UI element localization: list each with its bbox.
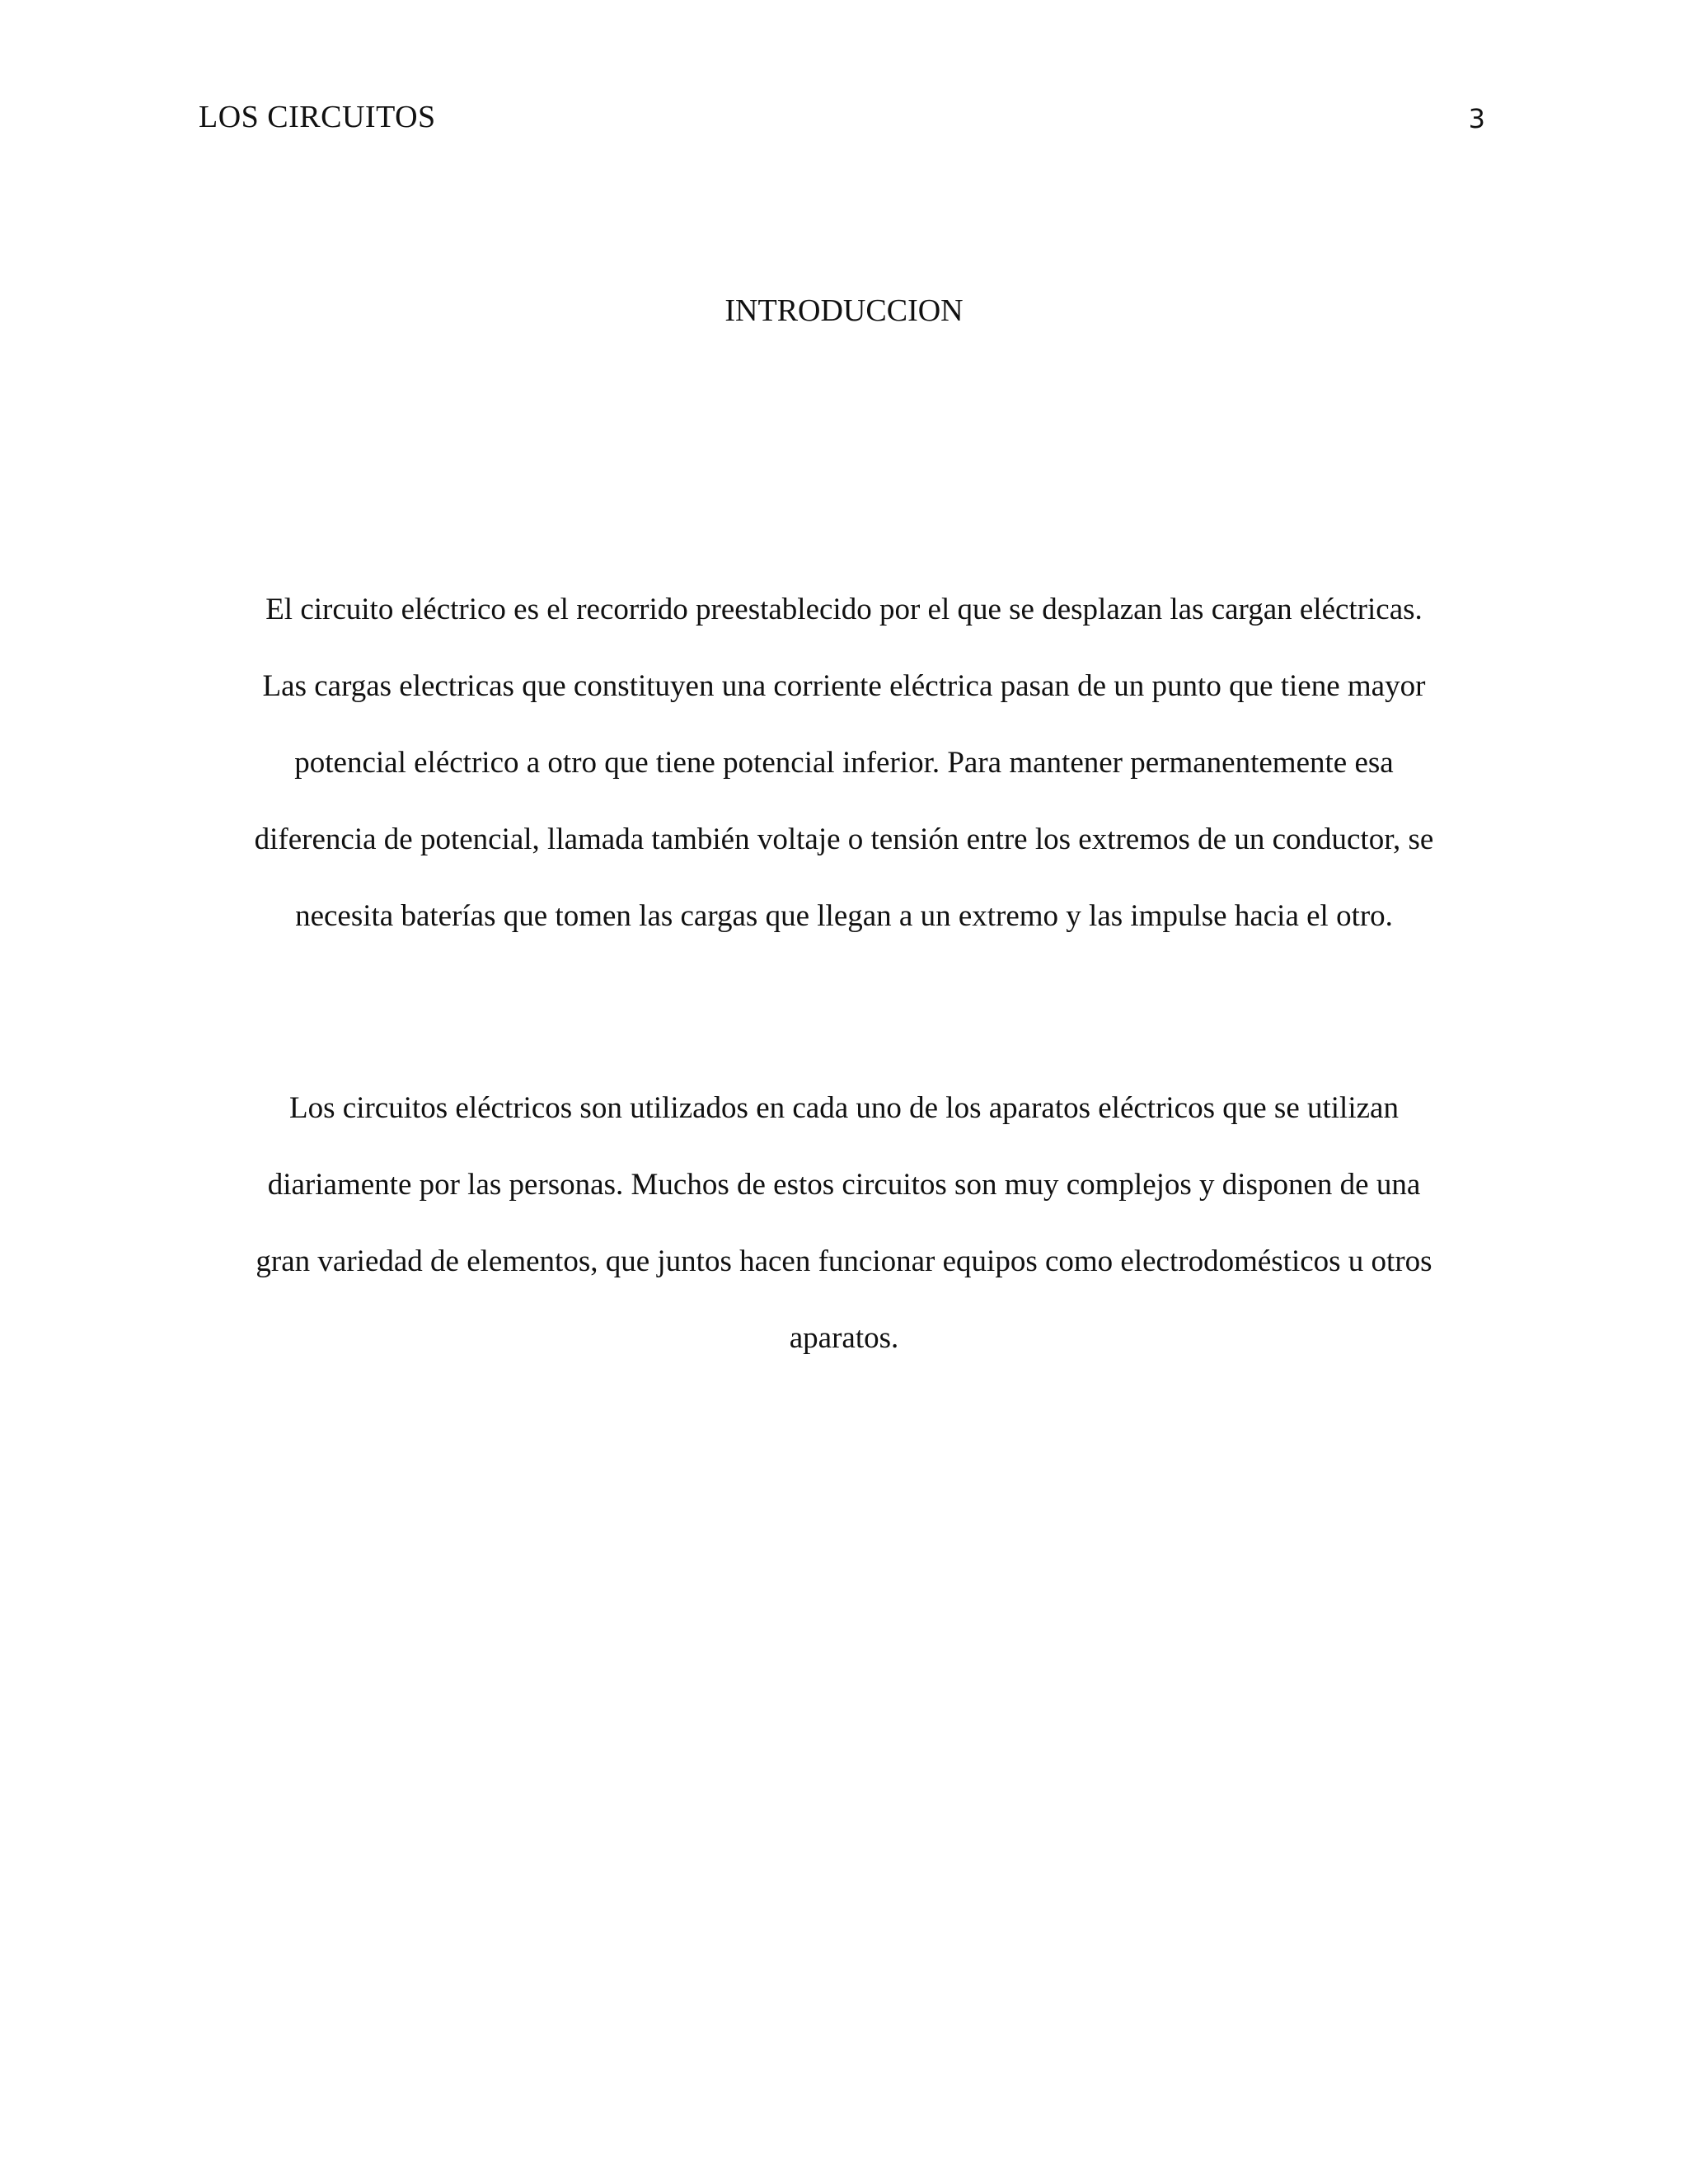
paragraph-2 bbox=[195, 1070, 1493, 1376]
paragraph-line: gran variedad de elementos, que juntos hacen funcionar equipos como electrodomésticos u otros bbox=[256, 1244, 1432, 1278]
paragraph-line: aparatos. bbox=[789, 1321, 899, 1355]
paragraph-line: potencial eléctrico a otro que tiene potencial inferior. Para mantener permanentemente esa bbox=[294, 746, 1394, 780]
paragraph-line: diferencia de potencial, llamada también voltaje o tensión entre los extremos de un conductor, se bbox=[254, 823, 1434, 856]
running-head: LOS CIRCUITOS bbox=[199, 100, 436, 134]
paragraph-line: diariamente por las personas. Muchos de estos circuitos son muy complejos y disponen de una bbox=[267, 1168, 1421, 1202]
paragraph-line: Los circuitos eléctricos son utilizados en cada uno de los aparatos eléctricos que se utilizan bbox=[289, 1091, 1399, 1125]
page-title: INTRODUCCION bbox=[724, 293, 964, 328]
paragraph-line: El circuito eléctrico es el recorrido preestablecido por el que se desplazan las cargan eléctricas. bbox=[265, 593, 1423, 626]
paragraph-1 bbox=[195, 571, 1493, 954]
page-number: 3 bbox=[1468, 103, 1485, 134]
paragraph-line: Las cargas electricas que constituyen una corriente eléctrica pasan de un punto que tiene mayor bbox=[262, 669, 1426, 703]
paragraph-line: necesita baterías que tomen las cargas que llegan a un extremo y las impulse hacia el otro. bbox=[295, 899, 1393, 933]
